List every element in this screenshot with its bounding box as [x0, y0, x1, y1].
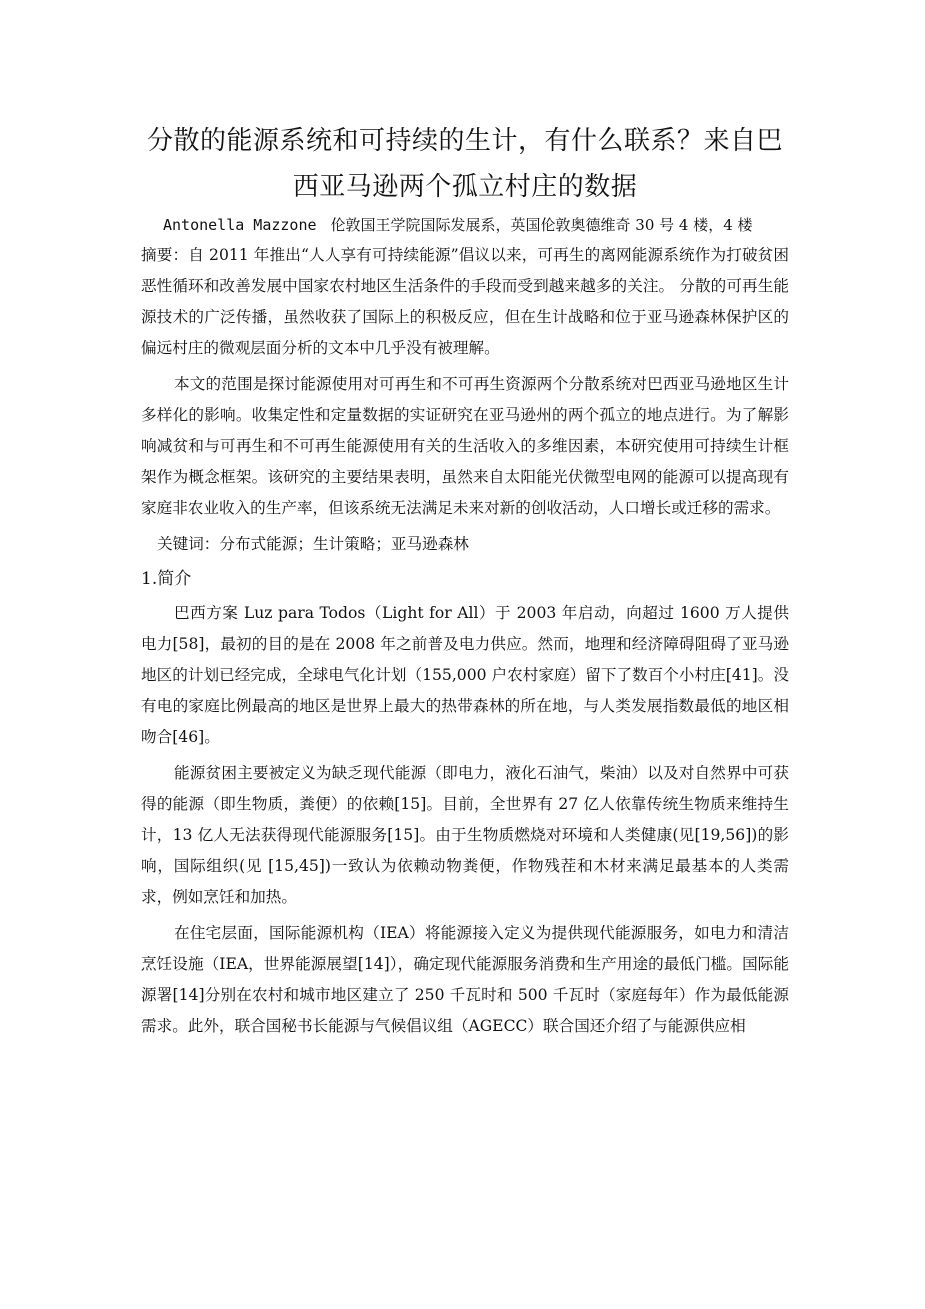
intro-paragraph-3: 在住宅层面，国际能源机构（IEA）将能源接入定义为提供现代能源服务，如电力和清洁烹饪设施（IEA，世界能源展望[14]），确定现代能源服务消费和生产用途的最低门槛。国际能源署[14]分别在农村和城市地区建立了 250 千瓦时和 500 千瓦时（家庭每年）作为最低能源需求。此外，联合国秘书长能源与气候倡议组（AGECC）联合国还介绍了与能源供应相 — [141, 924, 789, 1035]
document-title: 分散的能源系统和可持续的生计，有什么联系？来自巴西亚马逊两个孤立村庄的数据 — [146, 126, 783, 202]
author-line — [141, 210, 789, 240]
document-page — [141, 118, 789, 1047]
abstract-paragraph: 摘要：自 2011 年推出“人人享有可持续能源”倡议以来，可再生的离网能源系统作为打破贫困恶性循环和改善发展中国家农村地区生活条件的手段而受到越来越多的关注。 分散的可再生能源技术的广泛传播，虽然收获了国际上的积极反应，但在生计战略和位于亚马逊森林保护区的偏远村庄的微观层面分析的文本中几乎没有被理解。 — [141, 246, 789, 357]
intro-paragraph-2: 能源贫困主要被定义为缺乏现代能源（即电力，液化石油气，柴油）以及对自然界中可获得的能源（即生物质，粪便）的依赖[15]。目前，全世界有 27 亿人依靠传统生物质来维持生计，13 亿人无法获得现代能源服务[15]。由于生物质燃烧对环境和人类健康(见[19,56])的影响，国际组织(见 [15,45])一致认为依赖动物粪便，作物残茬和木材来满足最基本的人类需求，例如烹饪和加热。 — [141, 764, 789, 906]
keywords-line: 关键词：分布式能源；生计策略；亚马逊森林 — [157, 535, 469, 553]
author-affiliation: 伦敦国王学院国际发展系，英国伦敦奥德维奇 30 号 4 楼，4 楼 — [330, 216, 753, 234]
intro-paragraph-1: 巴西方案 Luz para Todos（Light for All）于 2003 年启动，向超过 1600 万人提供电力[58]，最初的目的是在 2008 年之前普及电力供应。然而，地理和经济障碍阻碍了亚马逊地区的计划已经完成，全球电气化计划（155,000 户农村家庭）留下了数百个小村庄[41]。没有电的家庭比例最高的地区是世界上最大的热带森林的所在地，与人类发展指数最低的地区相吻合[46]。 — [141, 604, 789, 746]
scope-paragraph: 本文的范围是探讨能源使用对可再生和不可再生资源两个分散系统对巴西亚马逊地区生计多样化的影响。收集定性和定量数据的实证研究在亚马逊州的两个孤立的地点进行。为了解影响减贫和与可再生和不可再生能源使用有关的生活收入的多维因素，本研究使用可持续生计框架作为概念框架。该研究的主要结果表明，虽然来自太阳能光伏微型电网的能源可以提高现有家庭非农业收入的生产率，但该系统无法满足未来对新的创收活动，人口增长或迁移的需求。 — [141, 375, 789, 517]
section-heading-introduction: 1.简介 — [141, 569, 192, 589]
author-name: Antonella Mazzone — [163, 216, 317, 234]
